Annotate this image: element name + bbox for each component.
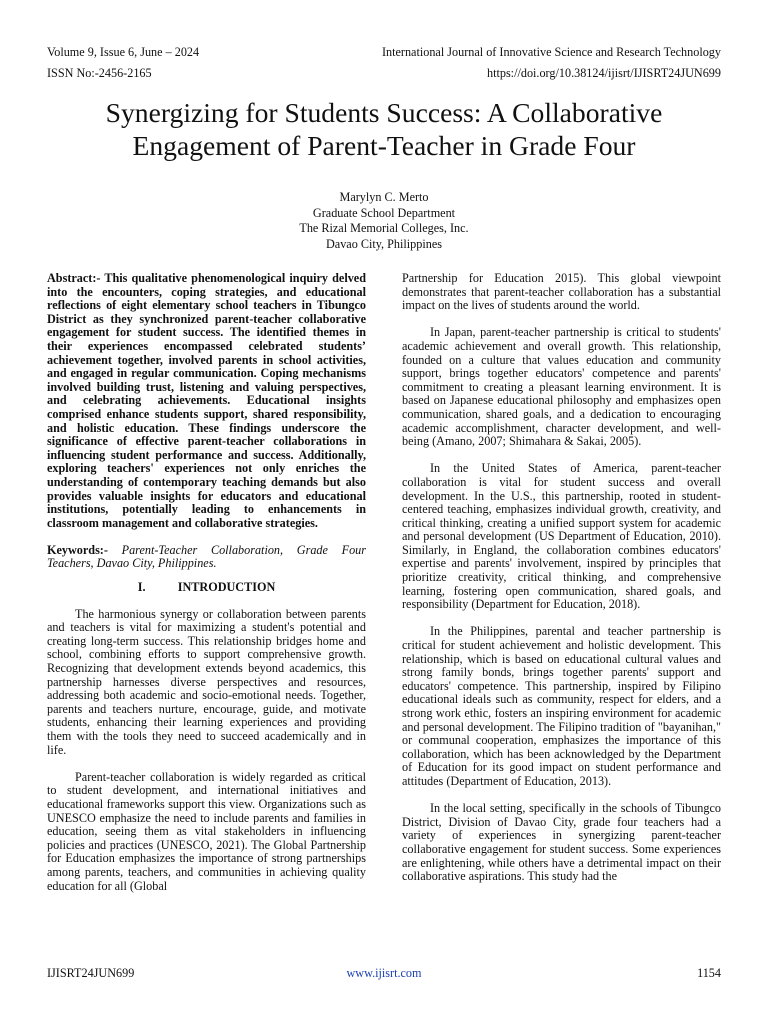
section-title: INTRODUCTION (177, 580, 276, 595)
keywords-label: Keywords:- (47, 542, 108, 557)
intro-paragraph-1: The harmonious synergy or collaboration between parents and teachers is vital for maximizing a student's potential and creating long-term success. This relationship bridges home and school, combining efforts to support comprehensive growth. Recognizing that development extends beyond academics, this partnership harnesses diverse perspectives and resources, addressing both academic and socio-emotional needs. Together, parents and teachers nurture, encourage, guide, and motivate students, enhancing their learning experiences and providing them with the tools they need to succeed academically and in life. (47, 606, 366, 757)
right-column (402, 272, 721, 884)
author-location: Davao City, Philippines (325, 236, 442, 251)
section-number: I. (137, 580, 146, 595)
author-block (0, 190, 768, 252)
footer-website-link[interactable]: www.ijisrt.com (346, 966, 422, 980)
body-paragraph-continued: Partnership for Education 2015). This global viewpoint demonstrates that parent-teacher collaboration has a substantial impact on the lives of students around the world. (402, 271, 721, 313)
author-name: Marylyn C. Merto (339, 190, 429, 204)
keywords (47, 544, 366, 571)
author-department: Graduate School Department (312, 205, 456, 220)
keywords-text: Parent-Teacher Collaboration, Grade Four Teachers, Davao City, Philippines. (47, 542, 366, 571)
header-journal: International Journal of Innovative Science and Research Technology (381, 45, 721, 59)
body-paragraph-local: In the local setting, specifically in the schools of Tibungco District, Division of Davao City, grade four teachers had a variety of experiences in synergizing parent-teacher collaborative engagement for student success. Some experiences are enlightening, while others have a detrimental impact on their collaborative aspirations. This study had the (402, 801, 721, 884)
header-issn: ISSN No:-2456-2165 (47, 66, 152, 80)
body-paragraph-philippines: In the Philippines, parental and teacher partnership is critical for student achievement and holistic development. This relationship, which is based on educational cultural values and strong family bonds, brings together parents' support and educators' competence. This partnership, inspired by Filipino educational ideals such as community, respect for elders, and a strong work ethic, fosters an inspiring environment for academic and personal development. The Filipino tradition of "bayanihan," or communal cooperation, emphasizes the importance of this collaboration, which has been acknowledged by the Department of Education for its good impact on student performance and attitudes (Department of Education, 2013). (402, 624, 721, 788)
body-paragraph-usa: In the United States of America, parent-teacher collaboration is vital for student success and overall development. In the U.S., this partnership, rooted in student-centered teaching, emphasizes individual growth, creativity, and critical thinking, creating a unified support system for academic and personal development (US Department of Education, 2010). Similarly, in England, the collaboration combines educators' expertise and parents' involvement, inspired by principles that prioritize creativity, critical thinking, and comprehensive learning, fostering open communication, shared goals, and responsibility (Department for Education, 2018). (402, 461, 721, 612)
footer-page-number: 1154 (697, 966, 721, 980)
left-column (47, 272, 366, 893)
header-doi[interactable]: https://doi.org/10.38124/ijisrt/IJISRT24JUN699 (486, 66, 721, 80)
intro-paragraph-2: Parent-teacher collaboration is widely regarded as critical to student development, and international initiatives and educational frameworks support this view. Organizations such as UNESCO emphasize the need to include parents and families in education, seeing them as vital stakeholders in influencing policies and practices (UNESCO, 2021). The Global Partnership for Education emphasizes the importance of strong partnerships among parents, teachers, and communities in achieving quality education for all (Global (47, 769, 366, 893)
section-heading (47, 581, 366, 595)
footer-id: IJISRT24JUN699 (47, 966, 135, 980)
header-volume: Volume 9, Issue 6, June ‒ 2024 (47, 45, 200, 59)
author-institution: The Rizal Memorial Colleges, Inc. (299, 221, 469, 236)
body-paragraph-japan: In Japan, parent-teacher partnership is critical to students' academic achievement and overall growth. This relationship, founded on a culture that values education and community support, brings together educators' competence and parents' commitment to creating a pleasant learning environment. It is based on Japanese educational philosophy and emphasizes open communication, shared goals, and a dedication to encouraging academic accomplishment, character development, and well-being (Amano, 2007; Shimahara & Sakai, 2005). (402, 325, 721, 449)
paper-title: Synergizing for Students Success: A Collaborative Engagement of Parent-Teacher in Grade Four (105, 97, 663, 161)
abstract: Abstract:- This qualitative phenomenological inquiry delved into the encounters, coping strategies, and educational reflections of eight elementary school teachers in Tibungco District as they synchronized parent-teacher collaborative engagement for student success. The identified themes in their experiences encompassed celebrated students’ achievement together, involved parents in school activities, and engaged in regular communication. Coping mechanisms involved building trust, listening and valuing perspectives, and celebrating achievements. Educational insights comprised enhance students support, shared responsibility, and holistic education. These findings underscore the significance of effective parent-teacher collaborations in influencing student performance and success. Additionally, exploring teachers' experiences not only enriches the understanding of contemporary teaching demands but also provides valuable insights for educators and educational institutions, potentially leading to enhancements in classroom management and collaborative strategies. (47, 271, 366, 530)
